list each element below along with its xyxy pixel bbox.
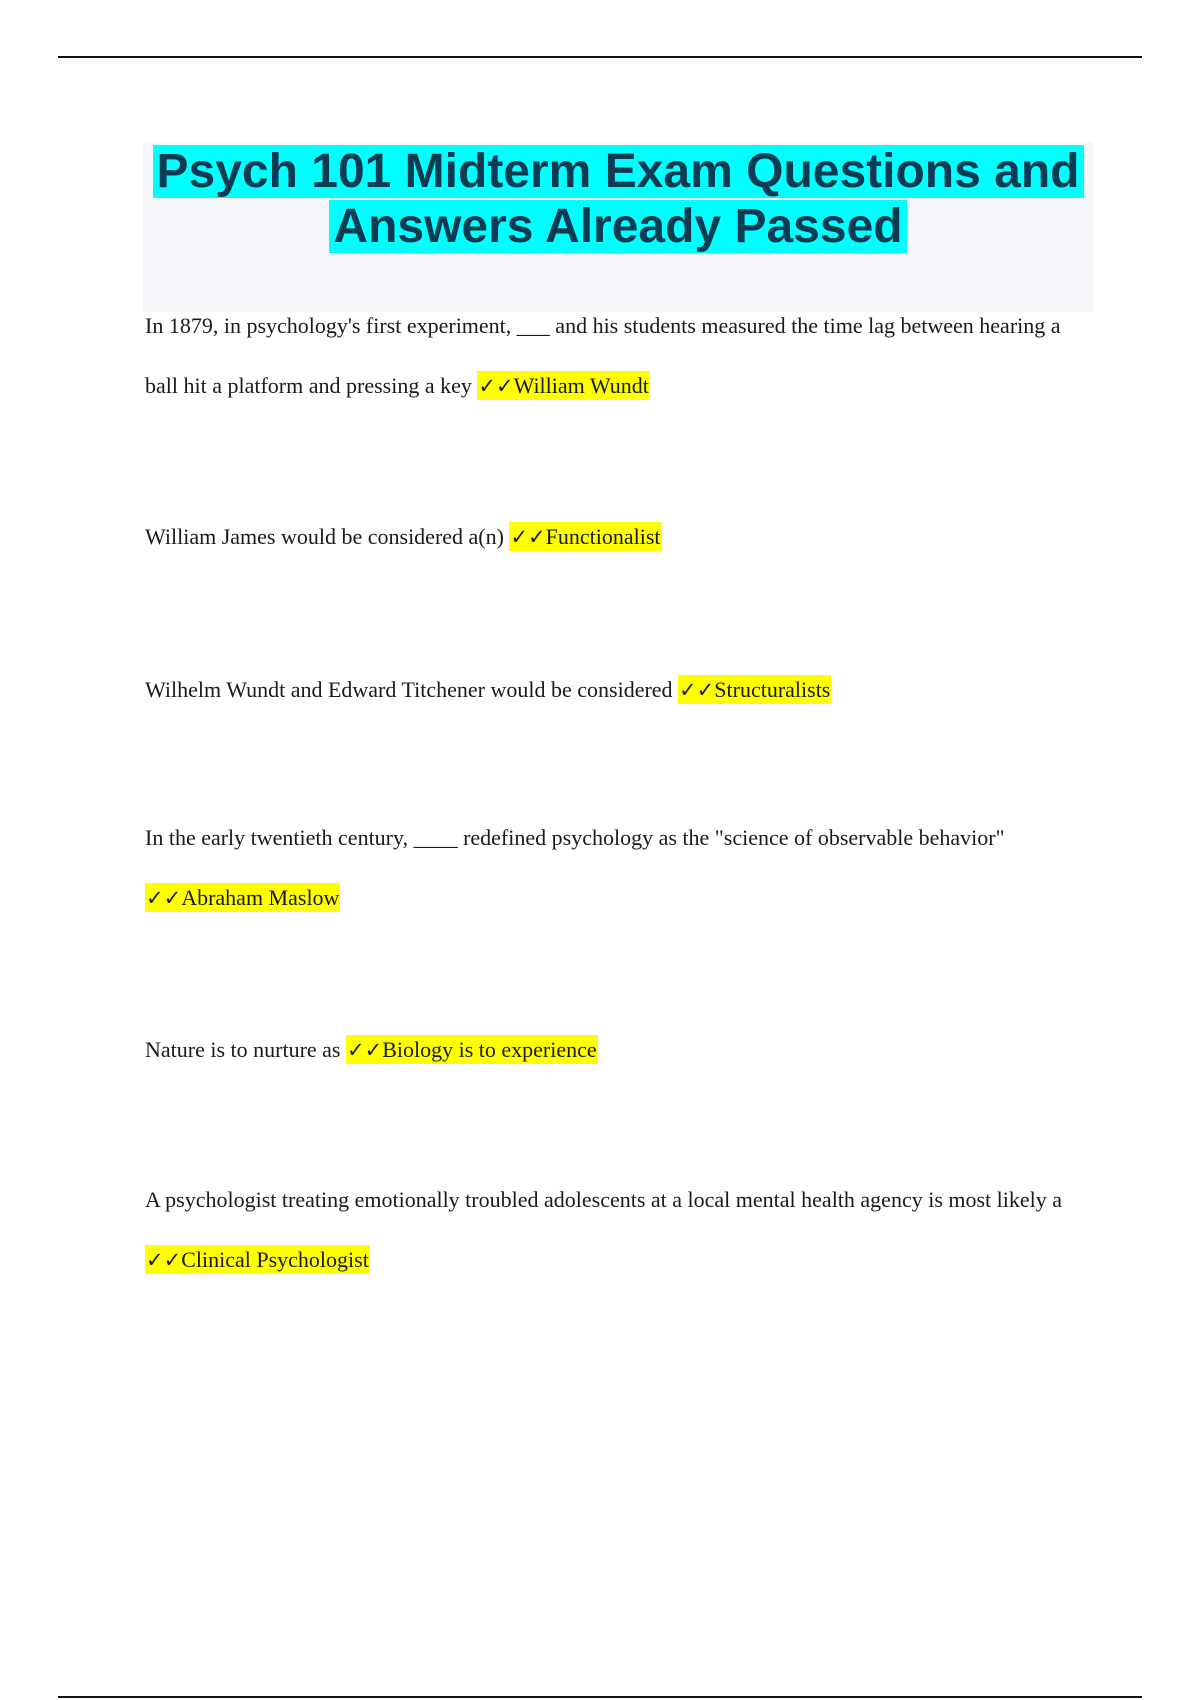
answer-text: William Wundt [513,373,649,398]
answer-highlight [509,522,661,551]
answer-highlight [145,1245,370,1274]
top-rule [58,56,1142,58]
double-check-icon: ✓✓ [347,1038,383,1062]
double-check-icon: ✓✓ [146,1248,182,1272]
answer-text: Structuralists [714,677,831,702]
question-text: Nature is to nurture as [145,1037,346,1062]
question-text: In the early twentieth century, ____ redefined psychology as the "science of observable behavior" [145,825,1005,850]
qa-item-3 [145,660,1095,720]
title-line-2: Answers Already Passed [329,200,906,253]
qa-item-4 [145,808,1095,928]
document-title [143,144,1093,254]
double-check-icon: ✓✓ [478,374,514,398]
answer-text: Biology is to experience [382,1037,597,1062]
double-check-icon: ✓✓ [679,678,715,702]
bottom-rule [58,1696,1142,1698]
answer-text: Functionalist [545,524,661,549]
question-text: William James would be considered a(n) [145,524,510,549]
qa-item-6 [145,1170,1095,1290]
answer-highlight [477,371,650,400]
title-line-1: Psych 101 Midterm Exam Questions and [153,145,1084,198]
qa-item-1 [145,296,1095,416]
double-check-icon: ✓✓ [146,886,182,910]
answer-text: Clinical Psychologist [181,1247,369,1272]
answer-text: Abraham Maslow [181,885,340,910]
question-text: In 1879, in psychology's first experiment, ___ and his students measured the time lag between hearing a ball hit a platform and pressing a key [145,313,1061,398]
answer-highlight [678,675,831,704]
answer-highlight [145,883,340,912]
double-check-icon: ✓✓ [510,525,546,549]
question-text: Wilhelm Wundt and Edward Titchener would be considered [145,677,679,702]
answer-highlight [346,1035,598,1064]
qa-item-2 [145,507,1095,567]
qa-item-5 [145,1020,1095,1080]
question-text: A psychologist treating emotionally troubled adolescents at a local mental health agency is most likely a [145,1187,1063,1212]
